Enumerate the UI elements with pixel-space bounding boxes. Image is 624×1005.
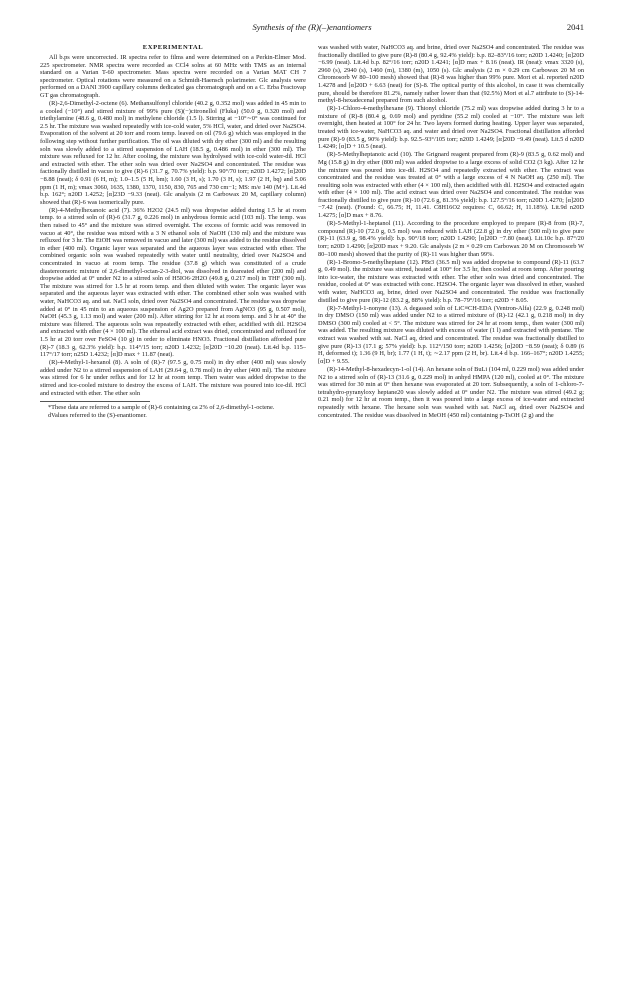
section-heading: EXPERIMENTAL (142, 44, 204, 51)
paragraph-compound-11: (R)-5-Methyl-1-heptanol (11). According to the procedure employed to prepare (R)-8 from (R)-7, compound (R)-10 (72.0 g, 0.5 mol) was reduced with LAH (22.8 g) in dry ether (500 ml) to give pure (R)-11 (63.9 g, 98.4% yield): b.p. 90°/18 torr; n20D 1.4290; [α]20D −7.80 (neat). Lit.10c b.p. 87°/20 torr; n20D 1.4290; [α]20D max + 9.20. Glc analysis (2 m × 0.29 cm Carbowax 20 M on Chromosorb W 80–100 mesh) showed that the purity of (R)-11 was higher than 99%. (318, 220, 584, 258)
paragraph-compound-13: (R)-7-Methyl-1-nonyne (13). A degassed soln of LiC≡CH-EDA (Ventron-Alfa) (22.9 g, 0.248 mol) in dry DMSO (150 ml) was added under N2 to a stirred mixture of (R)-12 (42.1 g, 0.218 mol) in dry DMSO (300 ml) cooled at < 5°. The mixture was stirred for 24 hr at room temp., then water (300 ml) was added. The resulting mixture was diluted with excess of water (1 l) and extracted with pentane. The extract was washed with sat. NaCl aq, dried and concentrated. The residue was fractionally distilled to give pure (R)-13 (17.1 g; 57% yield): b.p. 112°/150 torr; n20D 1.4256; [α]20D −8.59 (neat); δ 0.89 (6 H, deformed t); 1.36 (9 H, br); 1.77 (1 H, t); ∼2.17 ppm (2 H, br). Lit.4 d b.p. 166–167°; n20D 1.4255; [α]D + 9.55. (318, 304, 584, 365)
paragraph-compound-12: (R)-1-Bromo-5-methylheptane (12). PBr3 (36.5 ml) was added dropwise to compound (R)-11 (63.7 g, 0.49 mol). the mixture was stirred, heated at 100° for 3.5 hr, then cooled at room temp. After pouring into ice-water, the mixture was extracted with ether. The ether soln was dried and concentrated. The residue, cooled at 0° was extracted with conc. H2SO4. The organic layer was dissolved in ether, washed with water, NaHCO3 aq, brine, dried over Na2SO4 and concentrated. The residue was fractionally distilled to give pure (R)-12 (83.2 g, 88% yield): b.p. 78–79°/16 torr; α20D + 8.05. (318, 258, 584, 304)
left-column (40, 44, 306, 984)
two-column-body (40, 44, 584, 984)
paragraph-compound-14: (R)-14-Methyl-8-hexadecyn-1-ol (14). An hexane soln of BuLi (104 ml, 0.229 mol) was added under N2 to a stirred soln of (R)-13 (31.6 g, 0.229 mol) in anhyd HMPA (120 ml), cooled at 0°. The mixture was stirred for 30 min at 0° then hexane was evaporated at 20 torr. Subsequently, a soln of 1-chloro-7-tetrahydro-pyranyloxy heptane20 was slowly added at 0° under N2. The mixture was stirred (49.2 g; 0.21 mol) for 12 hr at room temp., then it was poured into a large excess of ice-water and extracted repeatedly with hexane. The hexane soln was washed with sat. NaCl aq, dried over Na2SO4 and concentrated. The residue was dissolved in MeOH (450 ml) containing p-TsOH (2 g) and the (318, 365, 584, 419)
paragraph-compound-8-continued: was washed with water, NaHCO3 aq. and brine, dried over Na2SO4 and concentrated. The residue was fractionally distilled to give pure (R)-8 (80.4 g, 92.4% yield): b.p. 82–83°/16 torr; n20D 1.4240; [α]20D −6.99 (neat). Lit.4d b.p. 82°/16 torr; n20D 1.4241; [α]D max + 8.16 (neat). IR (neat): νmax 3320 (s), 2960 (s), 2940 (s), 1460 (m), 1380 (m), 1050 (s). Glc analysis (2 m × 0.29 cm Carbowax 20 M on Chromosorb W 80–100 mesh) showed that (R)-8 was higher than 99% pure. Mori et al. reported n20D 1.4278 and [α]20D + 6.63 (neat) for (S)-8. The optical purity of this alcohol, in case it was chemically pure, should be therefore 81.2%, namely rather lower than that (92.5%) Mori et al.7 attribute to (S)-14-methyl-8-hexadecenal prepared from such alcohol. (318, 44, 584, 105)
footnote-d: dValues referred to the (S)-enantiomer. (48, 412, 147, 420)
paragraph-compound-7: (R)-4-Methylhexanoic acid (7). 36% H2O2 (24.5 ml) was dropwise added during 1.5 hr at room temp. to a stirred soln of (R)-6 (31.7 g, 0.226 mol) in anhydrous formic acid (103 ml). The temp. was then raised to 45° and the mixture was stirred overnight. The excess of formic acid was removed in vacuo at 40°, the residue was mixed with a 3 N ethanol soln of NaOH (130 ml) and the mixture was refluxed for 3 hr. The EtOH was removed in vacuo and later (300 ml) was added to the residue dissolved in ether (400 ml). Organic layer was separated and the aqueous layer was extracted with ether. The combined organic soln was washed repeatedly with water until neutrality, dried over Na2SO4 and concentrated in vacuo at room temp. The residue (37.8 g) which was constituted of a crude diastereomeric mixture of 2,6-dimethyl-octan-2-3-diol, was dissolved in deareated ether (200 ml) and dropwise added at 0° under N2 to a stirred soln of H5IO6·2H2O (49.8 g, 0.217 mol) in THF (300 ml). The mixture was stirred for 1.5 hr at room temp. and then diluted with water. The organic layer was separated and the aqueous layer was extracted with ether. The combined ether soln was washed with water, NaHCO3 aq. and sat. NaCl soln, dried over Na2SO4 and concentrated. The residue was dropwise added at 0° in 45 min to an aqueous suspension of Ag2O prepared from AgNO3 (95 g, 0.507 mol), NaOH (45.3 g, 1.13 mol) and water (200 ml). After stirring for 12 hr at room temp. and 3 hr at 40° the mixture was filtered. The aqueous soln was repeatedly extracted with ether, acidified with dil. H2SO4 and extracted with ether (4 × 100 ml). The ethereal acid extract was dried, concentrated and refluxed for 1.5 hr at 20 torr over FeSO4 (10 g) in order to eliminate HNO3. Fractional distillation afforded pure (R)-7 (18.3 g, 62.3% yield): b.p. 114°/15 torr; n20D 1.4232; [α]20D −10.20 (neat). Lit.4d b.p. 115–117°/17 torr; n25D 1.4232; [α]D max + 11.87 (neat). (40, 206, 306, 359)
paragraph-compound-8: (R)-4-Methyl-1-hexanol (8). A soln of (R)-7 (97.5 g, 0.75 mol) in dry ether (400 ml) was slowly added under N2 to a stirred suspension of LAH (29.64 g, 0.78 mol) in dry ether (400 ml). The mixture was stirred for 6 hr under reflux and for 12 hr at room temp. Then water was added dropwise to the stirred and ice-cooled mixture to destroy the excess of LAH. The mixture was poured into ice-dil. HCl and extracted with ether. The ether soln (40, 359, 306, 397)
right-column (318, 44, 584, 984)
paragraph-general-methods: All b.ps were uncorrected. IR spectra refer to films and were determined on a Perkin-Elmer Mod. 225 spectrometer. NMR spectra were recorded as CCl4 solns at 60 MHz with TMS as an internal standard on a Varian T-60 spectrometer. Mass spectra were recorded on a Varian MAT CH 7 spectrometer. Optical rotations were measured on a Schmidt-Haensch polarimeter. Glc analysis were performed on a DANI 3900 capillary columns dedicated gas chromatograph and on a C. Erba Fractovap GT gas chromatograph. (40, 54, 306, 99)
running-head-title: Synthesis of the (R)(–)enantiomers (252, 22, 372, 32)
paragraph-compound-9: (R)-1-Chloro-4-methylhexane (9). Thionyl chloride (75.2 ml) was dropwise added during 3 hr to a mixture of (R)-8 (80.4 g, 0.69 mol) and pyridine (55.2 ml) cooled at −10°. The mixture was left overnight, then heated at 100° for 24 hr. Two layers formed during heating. Upper layer was separated, treated with ice-water, NaHCO3 aq. and water and dried over Na2SO4. Fractional distillation afforded pure (R)-9 (83.5 g, 90% yield): b.p. 92.5–93°/105 torr; n20D 1.4249; [α]20D −9.49 (neat). Lit.5 d n20D 1.4249; [α]D + 10.5 (neat). (318, 105, 584, 151)
paragraph-compound-10: (R)-5-Methylheptanoic acid (10). The Grignard reagent prepared from (R)-9 (83.5 g, 0.62 mol) and Mg (15.8 g) in dry ether (800 ml) was added dropwise to a large excess of solid CO2 (3 kg). After 12 hr the mixture was poured into ice-dil. H2SO4 and repeatedly extracted with ether. The extract was concentrated and the residue was treated at 0° with a large excess of 4 N NaOH aq. (250 ml). The resulting soln was extracted with ether (4 × 100 ml), then acidified with dil. H2SO4 and extracted again with ether (4 × 100 ml). The acid extract was dried over Na2SO4 and concentrated. The residue was fractionally distilled to give pure (R)-10 (72.6 g, 81.3% yield): b.p. 127.5°/16 torr; n20D 1.4270; [α]20D −7.42 (neat). (Found: C, 66.75; H, 11.41. C8H16O2 requires: C, 66.62; H, 11.18%). Lit.9d n20D 1.4275; [α]D max + 8.76. (318, 151, 584, 220)
footnote-a: *These data are referred to a sample of (R)-6 containing ca 2% of 2,6-dimethyl-1-octene. (48, 404, 275, 412)
paragraph-compound-6: (R)-2,6-Dimethyl-2-octene (6). Methansulfonyl chloride (40.2 g, 0.352 mol) was added in 45 min to a cooled (−10°) and stirred mixture of 99% pure (S)(−)citronellol (Fluka) (50.0 g, 0.320 mol) and triethylamine (48.6 g, 0.480 mol) in methylene chloride (1.5 l). Stirring at −10°∼0° was continued for 2.5 hr. The mixture was washed repeatedly with ice-cold water, 5% HCl, water, and dried over Na2SO4. Evaporation of the solvent at 20 torr and room temp. leaved on oil (79.6 g) which was employed in the following step without further purification. The oil was diluted with dry ether (300 ml) and the resulting soln was slowly added to a stirred suspension of LAH (18.5 g, 0.486 mol) in ether (300 ml). The mixture was refluxed for 12 hr. After cooling, the mixture was hydrolysed with ice-cold water-dil. HCl and extracted with ether. The ether soln was dried over Na2SO4 and concentrated. The residue was factionally distilled in vacuo to give (R)-6 (31.7 g, 70.7% yield): b.p. 90°/70 torr; n20D 1.4272; [α]20D −8.88 (neat); δ 0.91 (6 H, m); 1.0–1.5 (5 H, bm); 1.60 (3 H, s); 1.70 (3 H, s); 1.97 (2 H, bq) and 5.06 ppm (1 H, m); νmax 3060, 1635, 1380, 1370, 1150, 830, 765 and 730 cm−1; MS: m/e 140 (M+). Lit.4d b.p. 162°; n20D 1.4252; [α]23D −9.33 (neat). Glc analysis (2 m Carbowax 20 M, capillary column) showed that (R)-6 was isomerically pure. (40, 100, 306, 206)
footnotes (40, 401, 275, 420)
page-number: 2041 (566, 22, 584, 32)
running-head (40, 22, 584, 36)
